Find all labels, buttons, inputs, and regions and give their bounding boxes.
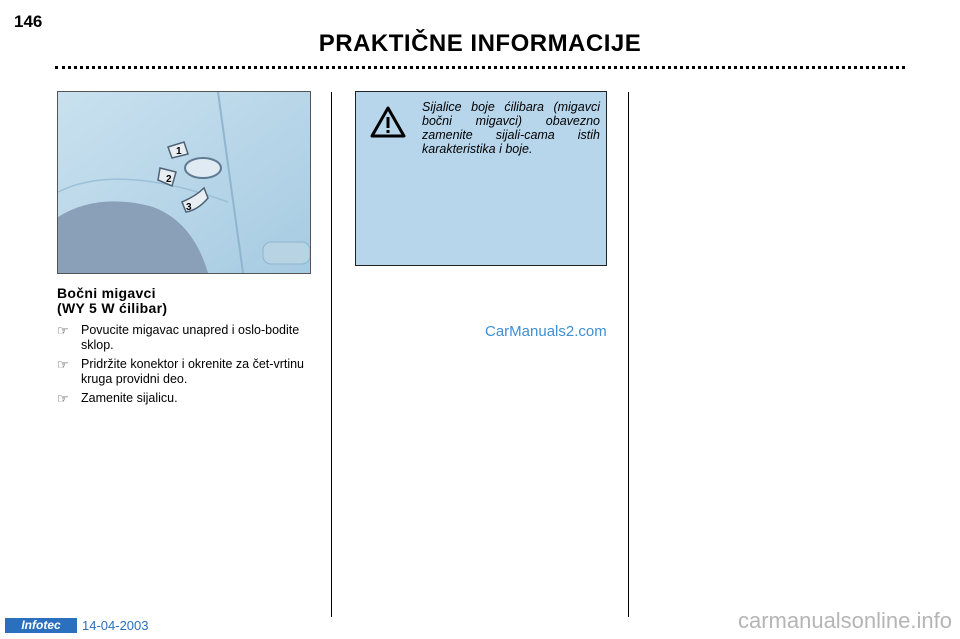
list-item xyxy=(57,323,312,353)
footer-watermark: carmanualsonline.info xyxy=(737,608,952,633)
side-indicator-illustration xyxy=(57,91,311,274)
watermark-link[interactable]: CarManuals2.com xyxy=(485,323,607,340)
instruction-list xyxy=(57,323,312,410)
list-item xyxy=(57,391,312,406)
svg-text:1: 1 xyxy=(176,146,182,157)
step-text: Povucite migavac unapred i oslo-bodite sklop. xyxy=(81,323,300,352)
page-title: PRAKTIČNE INFORMACIJE xyxy=(318,30,642,57)
section-heading-line1: Bočni migavci xyxy=(57,285,156,301)
step-text: Zamenite sijalicu. xyxy=(81,391,178,405)
section-heading-line2: (WY 5 W ćilibar) xyxy=(57,300,168,316)
warning-text: Sijalice boje ćilibara (migavci bočni migavci) obavezno zamenite sijali-cama istih karakteristika i boje. xyxy=(422,100,600,156)
page-number: 146 xyxy=(14,12,43,31)
warning-box xyxy=(355,91,607,266)
pointing-hand-icon: ☞ xyxy=(57,323,69,338)
pointing-hand-icon: ☞ xyxy=(57,357,69,372)
footer-date: 14-04-2003 xyxy=(82,618,149,633)
column-divider-left xyxy=(331,92,332,617)
title-divider xyxy=(55,66,905,69)
column-divider-right xyxy=(628,92,629,617)
step-text: Pridržite konektor i okrenite za čet-vrtinu kruga providni deo. xyxy=(81,357,305,386)
list-item xyxy=(57,357,312,387)
warning-triangle-icon xyxy=(370,106,406,138)
svg-text:2: 2 xyxy=(166,174,172,185)
svg-text:3: 3 xyxy=(186,202,192,213)
section-heading xyxy=(57,286,167,316)
pointing-hand-icon: ☞ xyxy=(57,391,69,406)
infotec-logo: Infotec xyxy=(5,618,77,633)
